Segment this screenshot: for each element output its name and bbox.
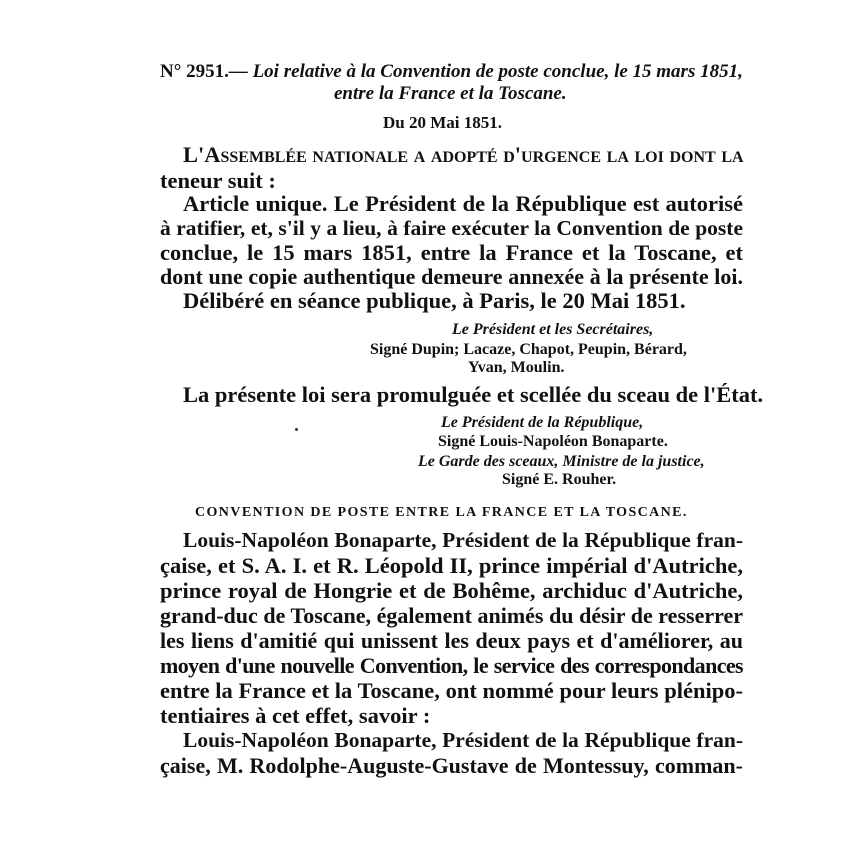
intro-line-2: teneur suit : xyxy=(160,168,276,193)
promulgation-line: La présente loi sera promulguée et scellée du sceau de l'État. xyxy=(183,382,764,407)
article-line-4: dont une copie authentique demeure annexée à la présente loi. xyxy=(160,264,743,289)
convention-p2-line-2: çaise, M. Rodolphe-Auguste-Gustave de Montessuy, comman- xyxy=(160,753,743,778)
convention-p1-line-7: entre la France et la Toscane, ont nommé pour leurs plénipo- xyxy=(160,678,743,703)
assembly-signature-title: Le Président et les Secrétaires, xyxy=(452,321,654,338)
article-line-1: Article unique. Le Président de la République est autorisé xyxy=(183,191,743,216)
president-signature-name: Signé Louis-Napoléon Bonaparte. xyxy=(438,433,668,450)
convention-heading: CONVENTION DE POSTE ENTRE LA FRANCE ET LA TOSCANE. xyxy=(195,505,688,520)
assembly-signature-names-1: Signé Dupin; Lacaze, Chapot, Peupin, Bérard, xyxy=(370,341,687,358)
article-line-3: conclue, le 15 mars 1851, entre la France et la Toscane, et xyxy=(160,240,743,265)
convention-p1-line-1: Louis-Napoléon Bonaparte, Président de la République fran- xyxy=(183,528,743,552)
convention-p2-line-1: Louis-Napoléon Bonaparte, Président de la République fran- xyxy=(183,728,743,752)
law-date: Du 20 Mai 1851. xyxy=(383,113,502,132)
minister-signature-name: Signé E. Rouher. xyxy=(502,471,617,488)
convention-p1-line-3: prince royal de Hongrie et de Bohême, archiduc d'Autriche, xyxy=(160,578,743,603)
convention-p1-line-8: tentiaires à cet effet, savoir : xyxy=(160,703,431,728)
article-line-2: à ratifier, et, s'il y a lieu, à faire exécuter la Convention de poste xyxy=(160,216,743,240)
minister-signature-title: Le Garde des sceaux, Ministre de la justice, xyxy=(418,453,705,470)
convention-p1-line-4: grand-duc de Toscane, également animés du désir de resserrer xyxy=(160,603,743,628)
print-speck xyxy=(295,428,298,431)
law-title-line-2: entre la France et la Toscane. xyxy=(334,83,567,104)
deliberation-line: Délibéré en séance publique, à Paris, le 20 Mai 1851. xyxy=(183,288,686,313)
convention-p1-line-2: çaise, et S. A. I. et R. Léopold II, prince impérial d'Autriche, xyxy=(160,553,743,578)
convention-p1-line-6: moyen d'une nouvelle Convention, le service des correspondances xyxy=(160,653,743,678)
assembly-signature-names-2: Yvan, Moulin. xyxy=(468,359,565,376)
law-number: N° 2951. xyxy=(160,61,229,82)
law-title-line-1 xyxy=(160,62,743,81)
law-title-text: — Loi relative à la Convention de poste conclue, le 15 mars 1851, xyxy=(228,61,743,82)
president-signature-title: Le Président de la République, xyxy=(441,414,644,431)
convention-p1-line-5: les liens d'amitié qui unissent les deux pays et d'améliorer, au xyxy=(160,628,743,653)
intro-line-1: L'Assemblée nationale a adopté d'urgence la loi dont la xyxy=(183,142,744,167)
